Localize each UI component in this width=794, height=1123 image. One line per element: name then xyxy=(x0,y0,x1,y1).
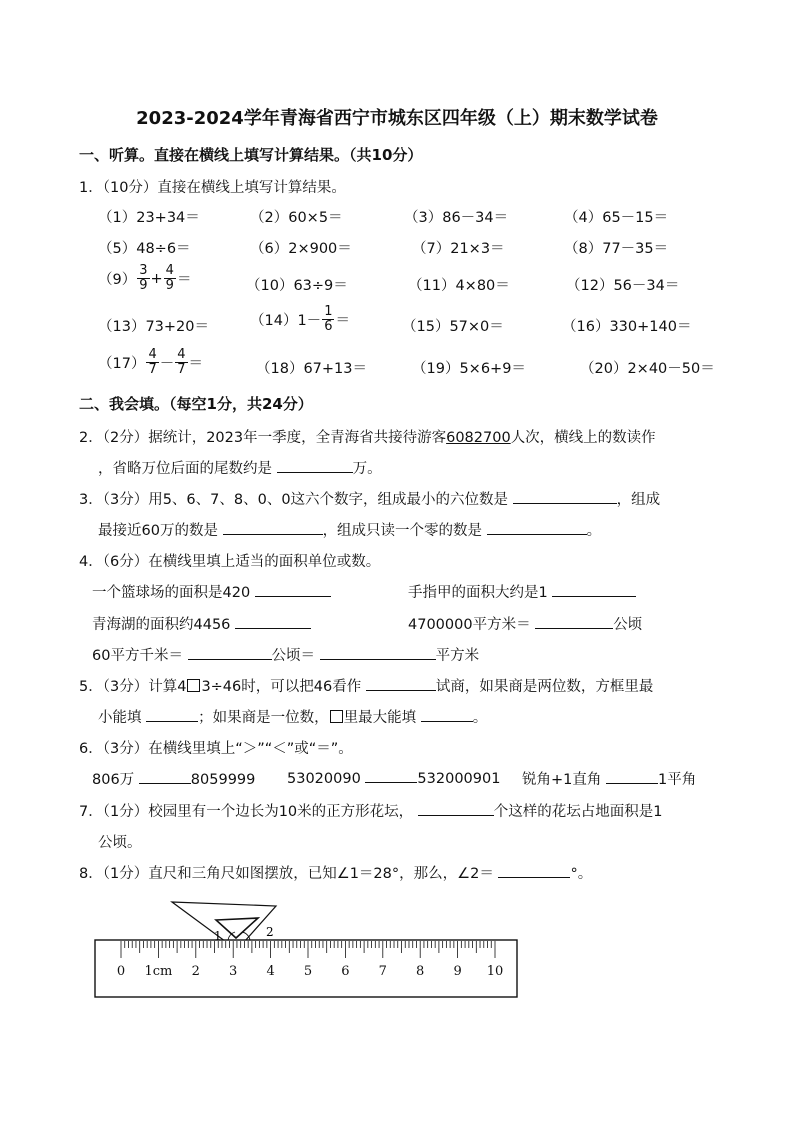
question-5-text-cont: 3÷46时，可以把46看作 xyxy=(201,679,362,695)
page-title: 2023-2024学年青海省西宁市城东区四年级（上）期末数学试卷 xyxy=(136,108,658,129)
compare-right: 1平角 xyxy=(657,772,697,788)
calc-item-2: （2）60×5＝ xyxy=(250,210,343,226)
answer-blank[interactable] xyxy=(552,582,636,597)
calc-item-9-label: （9） xyxy=(98,272,137,288)
degree-period: °。 xyxy=(570,866,593,882)
question-2-text: 2．（2分）据统计，2023年一季度，全青海省共接待游客 xyxy=(79,430,447,446)
answer-blank[interactable] xyxy=(366,676,436,691)
ruler-triangle-figure xyxy=(90,890,530,1005)
answer-blank[interactable] xyxy=(487,520,587,535)
answer-blank[interactable] xyxy=(365,768,417,783)
ruler-label: 6 xyxy=(341,964,350,979)
question-7-text-cont: 个这样的花坛占地面积是1 xyxy=(493,804,663,820)
fraction xyxy=(164,264,176,293)
calc-item-15: （15）57×0＝ xyxy=(402,319,504,335)
calc-item-4: （4）65－15＝ xyxy=(564,210,669,226)
ruler-label: 0 xyxy=(116,964,126,979)
ruler-label: 10 xyxy=(486,964,504,979)
answer-blank[interactable] xyxy=(535,614,613,629)
calc-item-10: （10）63÷9＝ xyxy=(246,278,348,294)
calc-item-16: （16）330+140＝ xyxy=(562,319,692,335)
visitor-count: 6082700 xyxy=(446,430,511,446)
calc-item-17 xyxy=(98,348,203,377)
answer-blank[interactable] xyxy=(320,645,436,660)
question-8 xyxy=(79,862,592,883)
question-5-text-cont-2: 试商，如果商是两位数，方框里最 xyxy=(435,679,654,695)
numerator: 4 xyxy=(148,347,157,362)
question-5-line-1 xyxy=(79,675,653,696)
square-box-icon xyxy=(330,710,343,723)
equals-sign: ＝ xyxy=(335,313,350,329)
question-5-text-2: 小能填 xyxy=(98,710,142,726)
answer-blank[interactable] xyxy=(606,769,658,784)
ruler xyxy=(95,940,517,997)
section-1-heading: 一、听算。直接在横线上填写计算结果。（共10分） xyxy=(79,146,423,164)
compare-right: 532000901 xyxy=(417,771,501,787)
calc-item-9 xyxy=(98,264,191,293)
compare-left: 锐角+1直角 xyxy=(522,772,602,788)
period: 。 xyxy=(586,523,602,539)
question-7-text: 7．（1分）校园里有一个边长为10米的正方形花坛， xyxy=(79,804,414,820)
calc-item-5: （5）48÷6＝ xyxy=(98,241,191,257)
ruler-label: 2 xyxy=(191,964,200,979)
question-5-text-4: 里最大能填 xyxy=(343,710,417,726)
question-2-line-2 xyxy=(98,457,382,478)
calc-item-7: （7）21×3＝ xyxy=(412,241,505,257)
question-4-c xyxy=(92,613,311,634)
calc-item-12: （12）56－34＝ xyxy=(566,278,680,294)
question-6: 6．（3分）在横线里填上“＞”“＜”或“＝”。 xyxy=(79,741,353,757)
question-3-text-2: 最接近60万的数是 xyxy=(98,523,218,539)
calc-item-18: （18）67+13＝ xyxy=(256,361,368,377)
answer-blank[interactable] xyxy=(421,707,473,722)
denominator: 7 xyxy=(177,362,186,377)
ruler-label: 3 xyxy=(229,964,238,979)
answer-blank[interactable] xyxy=(513,489,617,504)
question-3-text-cont: ，组成 xyxy=(616,492,661,508)
compare-right: 8059999 xyxy=(190,772,256,788)
question-4: 4．（6分）在横线里填上适当的面积单位或数。 xyxy=(79,554,381,570)
question-2-text-cont: 人次，横线上的数读作 xyxy=(510,430,656,446)
calc-item-20: （20）2×40－50＝ xyxy=(580,361,715,377)
question-4-e-text: 60平方千米＝ xyxy=(92,648,183,664)
question-2-text-2: ，省略万位后面的尾数约是 xyxy=(98,461,272,477)
numerator: 3 xyxy=(139,263,148,278)
section-2-heading: 二、我会填。（每空1分，共24分） xyxy=(79,395,313,413)
question-6-c xyxy=(522,768,696,789)
equals-sign: ＝ xyxy=(188,356,204,372)
numerator: 4 xyxy=(177,347,186,362)
question-4-e xyxy=(92,644,479,665)
question-6-a xyxy=(92,768,255,789)
compare-left: 806万 xyxy=(92,772,135,788)
denominator: 9 xyxy=(165,278,174,293)
ruler-label: 8 xyxy=(416,964,425,979)
calc-item-11: （11）4×80＝ xyxy=(408,278,510,294)
question-8-text: 8．（1分）直尺和三角尺如图摆放，已知∠1＝28°，那么，∠2＝ xyxy=(79,866,494,882)
question-3-line-1 xyxy=(79,488,660,509)
answer-blank[interactable] xyxy=(255,582,331,597)
question-4-b-text: 手指甲的面积大约是1 xyxy=(408,585,548,601)
denominator: 9 xyxy=(139,278,148,293)
question-4-c-text: 青海湖的面积约4456 xyxy=(92,617,231,633)
question-7-line-1 xyxy=(79,800,663,821)
compare-left: 53020090 xyxy=(287,771,361,787)
question-2-unit: 万。 xyxy=(352,461,382,477)
angle-1-label: 1 xyxy=(214,929,222,943)
calc-item-6: （6）2×900＝ xyxy=(250,241,352,257)
question-4-a-text: 一个篮球场的面积是420 xyxy=(92,585,251,601)
question-4-d-text: 4700000平方米＝ xyxy=(408,617,531,633)
question-3-text: 3．（3分）用5、6、7、8、0、0这六个数字，组成最小的六位数是 xyxy=(79,492,509,508)
ruler-label: 4 xyxy=(266,964,275,979)
question-5-text: 5．（3分）计算4 xyxy=(79,679,187,695)
fraction xyxy=(175,348,187,377)
denominator: 7 xyxy=(148,362,157,377)
ruler-label: 7 xyxy=(378,964,387,979)
question-3-text-3: ，组成只读一个零的数是 xyxy=(322,523,483,539)
question-5-line-2 xyxy=(98,706,487,727)
square-box-icon xyxy=(187,679,200,692)
answer-blank[interactable] xyxy=(139,769,191,784)
ruler-label: 9 xyxy=(453,964,462,979)
calc-item-14-label: （14） xyxy=(250,313,298,329)
question-7-line-2: 公顷。 xyxy=(98,835,142,851)
calc-item-13: （13）73+20＝ xyxy=(98,319,210,335)
answer-blank[interactable] xyxy=(498,863,570,878)
fraction xyxy=(137,264,149,293)
ruler-label: 5 xyxy=(303,964,313,979)
denominator: 6 xyxy=(324,319,333,334)
calc-item-17-label: （17） xyxy=(98,356,146,372)
answer-blank[interactable] xyxy=(188,645,272,660)
answer-blank[interactable] xyxy=(146,707,198,722)
question-2-line-1 xyxy=(79,426,656,447)
calc-item-1: （1）23+34＝ xyxy=(98,210,200,226)
numerator: 4 xyxy=(165,263,174,278)
unit-square-meter: 平方米 xyxy=(435,648,480,664)
period: 。 xyxy=(472,710,488,726)
whole-number: 1－ xyxy=(297,313,322,329)
answer-blank[interactable] xyxy=(223,520,323,535)
question-4-b xyxy=(408,581,636,602)
question-6-b xyxy=(287,768,500,787)
question-4-d xyxy=(408,613,642,634)
calc-item-3: （3）86－34＝ xyxy=(404,210,509,226)
answer-blank[interactable] xyxy=(418,801,494,816)
equals-sign: ＝ xyxy=(176,272,192,288)
fraction xyxy=(322,305,334,334)
question-3-line-2 xyxy=(98,519,601,540)
unit-hectare: 公顷 xyxy=(613,617,643,633)
angle-2-label: 2 xyxy=(266,925,274,939)
question-1: 1．（10分）直接在横线上填写计算结果。 xyxy=(79,180,346,196)
numerator: 1 xyxy=(324,304,333,319)
calc-item-8: （8）77－35＝ xyxy=(564,241,669,257)
unit-hectare: 公顷＝ xyxy=(271,648,316,664)
operator: － xyxy=(159,356,175,372)
question-5-text-3: ；如果商是一位数， xyxy=(198,710,329,726)
calc-item-19: （19）5×6+9＝ xyxy=(412,361,526,377)
answer-blank[interactable] xyxy=(277,458,353,473)
operator: + xyxy=(150,270,163,287)
answer-blank[interactable] xyxy=(235,614,311,629)
calc-item-14 xyxy=(250,305,350,334)
ruler-label: 1cm xyxy=(144,964,173,979)
question-4-a xyxy=(92,581,331,602)
fraction xyxy=(146,348,158,377)
